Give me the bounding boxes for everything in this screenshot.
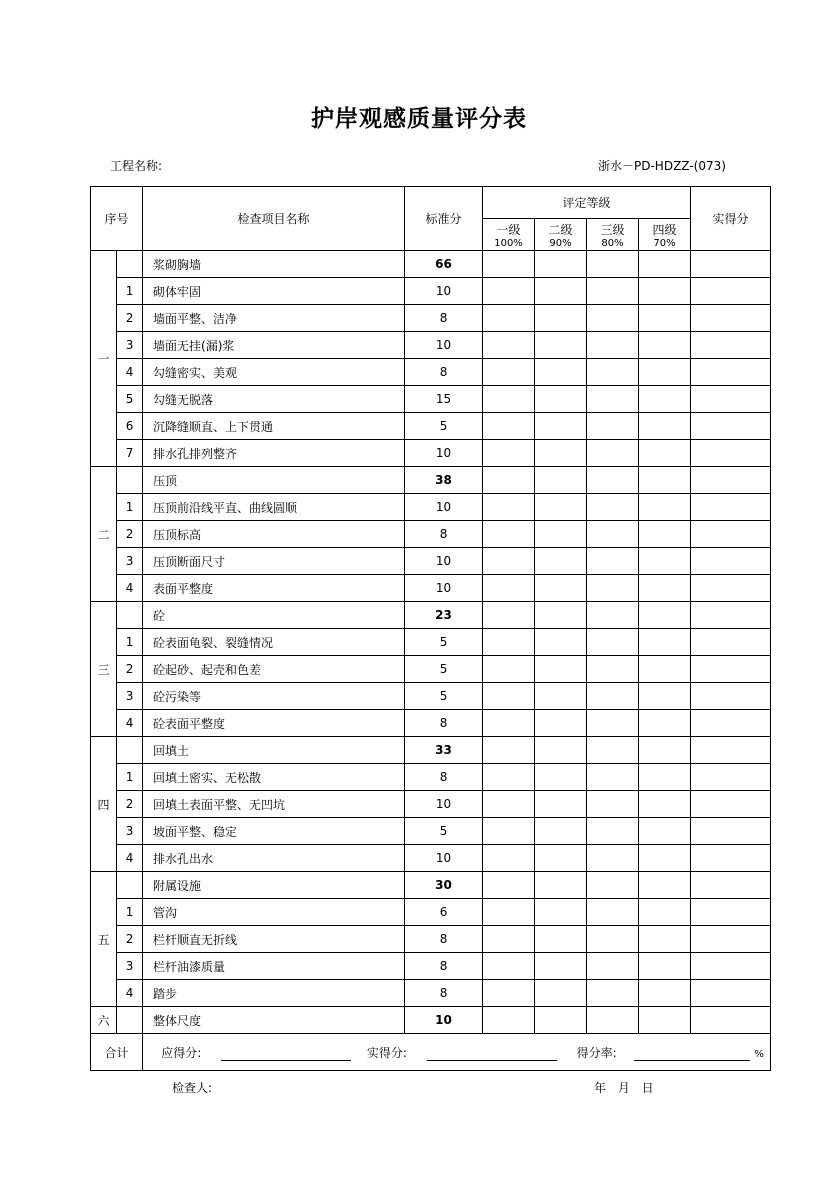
item-row [91, 359, 771, 386]
grade2-cell[interactable] [535, 440, 587, 467]
grade4-cell[interactable] [639, 791, 691, 818]
item-row [91, 899, 771, 926]
grade2-cell[interactable] [535, 953, 587, 980]
item-row [91, 629, 771, 656]
form-code: 浙水－PD-HDZZ-(073) [598, 159, 726, 173]
section-name: 回填土 [143, 737, 405, 764]
item-name: 砼表面龟裂、裂缝情况 [143, 629, 405, 656]
item-score: 5 [405, 413, 483, 440]
grade3-cell[interactable] [587, 386, 639, 413]
item-name: 排水孔出水 [143, 845, 405, 872]
item-row [91, 845, 771, 872]
item-score: 10 [405, 548, 483, 575]
grade2-cell[interactable] [535, 575, 587, 602]
item-score: 10 [405, 791, 483, 818]
actual-score-cell[interactable] [691, 710, 771, 737]
item-score: 8 [405, 305, 483, 332]
actual-score-cell[interactable] [691, 575, 771, 602]
section-name: 砼 [143, 602, 405, 629]
actual-score-cell[interactable] [691, 899, 771, 926]
item-number [117, 1007, 143, 1034]
actual-score-cell[interactable] [691, 683, 771, 710]
section-name: 附属设施 [143, 872, 405, 899]
grade1-cell[interactable] [483, 305, 535, 332]
actual-score-cell[interactable] [691, 764, 771, 791]
grade1-cell[interactable] [483, 602, 535, 629]
grade2-cell[interactable] [535, 386, 587, 413]
item-name: 排水孔排列整齐 [143, 440, 405, 467]
section-number: 四 [91, 737, 117, 872]
grade4-cell[interactable] [639, 899, 691, 926]
grade1-cell[interactable] [483, 899, 535, 926]
grade4-cell[interactable] [639, 278, 691, 305]
item-row [91, 953, 771, 980]
item-name: 勾缝密实、美观 [143, 359, 405, 386]
grade4-cell[interactable] [639, 440, 691, 467]
grade2-cell[interactable] [535, 845, 587, 872]
item-score: 8 [405, 926, 483, 953]
grade4-cell[interactable] [639, 980, 691, 1007]
item-score: 5 [405, 818, 483, 845]
item-score: 10 [405, 845, 483, 872]
actual-score-cell[interactable] [691, 548, 771, 575]
grade3-cell[interactable] [587, 1007, 639, 1034]
grade1-cell[interactable] [483, 251, 535, 278]
item-row [91, 278, 771, 305]
actual-score-cell[interactable] [691, 359, 771, 386]
grade3-cell[interactable] [587, 737, 639, 764]
item-row [91, 575, 771, 602]
grade2-cell[interactable] [535, 521, 587, 548]
grade2-cell[interactable] [535, 656, 587, 683]
rate-blank[interactable] [634, 1048, 750, 1061]
item-score: 10 [405, 575, 483, 602]
item-score: 5 [405, 656, 483, 683]
section-name: 压顶 [143, 467, 405, 494]
percent-sign: % [754, 1048, 764, 1060]
item-name: 栏杆油漆质量 [143, 953, 405, 980]
grade4-cell[interactable] [639, 575, 691, 602]
grade1-cell[interactable] [483, 440, 535, 467]
actual-score-cell[interactable] [691, 926, 771, 953]
actual-score-cell[interactable] [691, 467, 771, 494]
grade3-cell[interactable] [587, 953, 639, 980]
item-number [117, 602, 143, 629]
actual-score-cell[interactable] [691, 845, 771, 872]
grade4-cell[interactable] [639, 953, 691, 980]
should-score-blank[interactable] [221, 1048, 351, 1061]
item-name: 表面平整度 [143, 575, 405, 602]
grade3-cell[interactable] [587, 899, 639, 926]
grade3-cell[interactable] [587, 494, 639, 521]
item-name: 压顶前沿线平直、曲线圆顺 [143, 494, 405, 521]
grade3-cell[interactable] [587, 467, 639, 494]
project-name-label: 工程名称: [110, 159, 163, 173]
grade1-cell[interactable] [483, 926, 535, 953]
item-name: 管沟 [143, 899, 405, 926]
section-score: 10 [405, 1007, 483, 1034]
item-score: 10 [405, 278, 483, 305]
grade3-cell[interactable] [587, 548, 639, 575]
grade3-cell[interactable] [587, 359, 639, 386]
item-number [117, 872, 143, 899]
item-row [91, 683, 771, 710]
grade1-cell[interactable] [483, 683, 535, 710]
section-number: 六 [91, 1007, 117, 1034]
grade2-cell[interactable] [535, 899, 587, 926]
item-name: 砼起砂、起壳和色差 [143, 656, 405, 683]
header-grade2: 二级 90% [535, 219, 587, 251]
item-number: 2 [117, 656, 143, 683]
grade1-cell[interactable] [483, 494, 535, 521]
grade3-cell[interactable] [587, 683, 639, 710]
total-label: 合计 [91, 1034, 143, 1071]
grade4-cell[interactable] [639, 521, 691, 548]
header-grade-group: 评定等级 [483, 187, 691, 219]
grade1-cell[interactable] [483, 278, 535, 305]
item-number: 3 [117, 818, 143, 845]
grade2-cell[interactable] [535, 683, 587, 710]
grade2-cell[interactable] [535, 251, 587, 278]
item-number [117, 737, 143, 764]
grade4-cell[interactable] [639, 926, 691, 953]
grade2-cell[interactable] [535, 548, 587, 575]
item-score: 10 [405, 494, 483, 521]
actual-score-cell[interactable] [691, 602, 771, 629]
actual-score-cell[interactable] [691, 251, 771, 278]
item-name: 砌体牢固 [143, 278, 405, 305]
actual-score-cell[interactable] [691, 305, 771, 332]
item-name: 墙面平整、洁净 [143, 305, 405, 332]
item-name: 压顶断面尺寸 [143, 548, 405, 575]
item-row [91, 791, 771, 818]
section-row [91, 872, 771, 899]
actual-score-cell[interactable] [691, 494, 771, 521]
grade4-cell[interactable] [639, 1007, 691, 1034]
grade3-cell[interactable] [587, 602, 639, 629]
grade2-cell[interactable] [535, 872, 587, 899]
item-number: 2 [117, 791, 143, 818]
grade2-cell[interactable] [535, 980, 587, 1007]
grade1-cell[interactable] [483, 737, 535, 764]
grade3-cell[interactable] [587, 926, 639, 953]
rate-label: 得分率: [576, 1045, 617, 1060]
item-number: 1 [117, 764, 143, 791]
item-number: 3 [117, 953, 143, 980]
actual-score-cell[interactable] [691, 413, 771, 440]
actual-score-cell[interactable] [691, 980, 771, 1007]
grade3-cell[interactable] [587, 521, 639, 548]
item-number: 1 [117, 494, 143, 521]
grade3-cell[interactable] [587, 980, 639, 1007]
actual-score-label: 实得分: [366, 1045, 407, 1060]
actual-score-cell[interactable] [691, 278, 771, 305]
grade1-cell[interactable] [483, 791, 535, 818]
section-number: 二 [91, 467, 117, 602]
item-score: 5 [405, 683, 483, 710]
actual-score-cell[interactable] [691, 521, 771, 548]
item-number: 4 [117, 845, 143, 872]
actual-score-cell[interactable] [691, 440, 771, 467]
section-row [91, 1007, 771, 1034]
grade1-cell[interactable] [483, 764, 535, 791]
item-row [91, 926, 771, 953]
item-name: 勾缝无脱落 [143, 386, 405, 413]
section-number: 五 [91, 872, 117, 1007]
actual-score-cell[interactable] [691, 1007, 771, 1034]
section-name: 浆砌胸墙 [143, 251, 405, 278]
grade4-cell[interactable] [639, 602, 691, 629]
grade1-cell[interactable] [483, 467, 535, 494]
item-row [91, 548, 771, 575]
grade3-cell[interactable] [587, 791, 639, 818]
grade4-cell[interactable] [639, 764, 691, 791]
grade4-cell[interactable] [639, 386, 691, 413]
item-number: 6 [117, 413, 143, 440]
grade1-cell[interactable] [483, 521, 535, 548]
grade4-cell[interactable] [639, 872, 691, 899]
grade2-cell[interactable] [535, 629, 587, 656]
item-number: 5 [117, 386, 143, 413]
grade3-cell[interactable] [587, 764, 639, 791]
grade4-cell[interactable] [639, 467, 691, 494]
item-score: 8 [405, 521, 483, 548]
item-number: 4 [117, 575, 143, 602]
item-number: 3 [117, 683, 143, 710]
total-fields [143, 1034, 771, 1071]
form-title: 护岸观感质量评分表 [311, 106, 527, 132]
section-score: 30 [405, 872, 483, 899]
item-number: 4 [117, 980, 143, 1007]
grade2-cell[interactable] [535, 278, 587, 305]
item-number: 3 [117, 548, 143, 575]
header-actual: 实得分 [691, 187, 771, 251]
grade2-cell[interactable] [535, 413, 587, 440]
item-number: 1 [117, 629, 143, 656]
grade1-cell[interactable] [483, 386, 535, 413]
item-row [91, 386, 771, 413]
grade3-cell[interactable] [587, 872, 639, 899]
actual-score-cell[interactable] [691, 737, 771, 764]
item-name: 砼污染等 [143, 683, 405, 710]
actual-score-cell[interactable] [691, 791, 771, 818]
grade2-cell[interactable] [535, 305, 587, 332]
header-item: 检查项目名称 [143, 187, 405, 251]
grade1-cell[interactable] [483, 818, 535, 845]
item-name: 沉降缝顺直、上下贯通 [143, 413, 405, 440]
grade1-cell[interactable] [483, 413, 535, 440]
grade2-cell[interactable] [535, 332, 587, 359]
item-number: 2 [117, 926, 143, 953]
section-name: 整体尺度 [143, 1007, 405, 1034]
grade4-cell[interactable] [639, 305, 691, 332]
grade1-cell[interactable] [483, 980, 535, 1007]
grade4-cell[interactable] [639, 737, 691, 764]
grade4-cell[interactable] [639, 494, 691, 521]
header-standard: 标准分 [405, 187, 483, 251]
grade1-cell[interactable] [483, 710, 535, 737]
item-name: 砼表面平整度 [143, 710, 405, 737]
section-row [91, 251, 771, 278]
grade3-cell[interactable] [587, 710, 639, 737]
item-name: 栏杆顺直无折线 [143, 926, 405, 953]
item-name: 坡面平整、稳定 [143, 818, 405, 845]
grade4-cell[interactable] [639, 359, 691, 386]
item-row [91, 764, 771, 791]
grade1-cell[interactable] [483, 845, 535, 872]
grade4-cell[interactable] [639, 548, 691, 575]
grade2-cell[interactable] [535, 818, 587, 845]
grade1-cell[interactable] [483, 1007, 535, 1034]
item-number: 2 [117, 305, 143, 332]
header-seq: 序号 [91, 187, 143, 251]
item-number: 4 [117, 710, 143, 737]
item-number: 4 [117, 359, 143, 386]
grade2-cell[interactable] [535, 926, 587, 953]
grade3-cell[interactable] [587, 845, 639, 872]
grade1-cell[interactable] [483, 872, 535, 899]
grade3-cell[interactable] [587, 575, 639, 602]
item-name: 踏步 [143, 980, 405, 1007]
item-name: 回填土密实、无松散 [143, 764, 405, 791]
item-row [91, 818, 771, 845]
grade1-cell[interactable] [483, 953, 535, 980]
should-score-label: 应得分: [161, 1045, 202, 1060]
item-score: 8 [405, 764, 483, 791]
grade3-cell[interactable] [587, 413, 639, 440]
grade3-cell[interactable] [587, 818, 639, 845]
grade2-cell[interactable] [535, 737, 587, 764]
item-row [91, 980, 771, 1007]
section-score: 38 [405, 467, 483, 494]
item-row [91, 494, 771, 521]
header-grade3: 三级 80% [587, 219, 639, 251]
grade1-cell[interactable] [483, 359, 535, 386]
item-name: 压顶标高 [143, 521, 405, 548]
grade4-cell[interactable] [639, 413, 691, 440]
grade2-cell[interactable] [535, 710, 587, 737]
grade1-cell[interactable] [483, 629, 535, 656]
section-score: 66 [405, 251, 483, 278]
actual-score-cell[interactable] [691, 953, 771, 980]
grade2-cell[interactable] [535, 494, 587, 521]
actual-score-blank[interactable] [427, 1048, 557, 1061]
header-grade4: 四级 70% [639, 219, 691, 251]
item-score: 6 [405, 899, 483, 926]
item-number [117, 467, 143, 494]
grade4-cell[interactable] [639, 332, 691, 359]
grade1-cell[interactable] [483, 548, 535, 575]
grade2-cell[interactable] [535, 791, 587, 818]
actual-score-cell[interactable] [691, 818, 771, 845]
item-row [91, 521, 771, 548]
actual-score-cell[interactable] [691, 872, 771, 899]
grade4-cell[interactable] [639, 656, 691, 683]
grade3-cell[interactable] [587, 332, 639, 359]
grade3-cell[interactable] [587, 629, 639, 656]
grade2-cell[interactable] [535, 602, 587, 629]
grade2-cell[interactable] [535, 359, 587, 386]
item-name: 回填土表面平整、无凹坑 [143, 791, 405, 818]
item-row [91, 710, 771, 737]
grade1-cell[interactable] [483, 656, 535, 683]
item-number: 1 [117, 278, 143, 305]
header-grade1: 一级 100% [483, 219, 535, 251]
item-score: 5 [405, 629, 483, 656]
item-score: 8 [405, 953, 483, 980]
section-number: 三 [91, 602, 117, 737]
section-score: 33 [405, 737, 483, 764]
date-label: 年 月 日 [594, 1081, 654, 1095]
section-row [91, 737, 771, 764]
grade4-cell[interactable] [639, 818, 691, 845]
item-score: 8 [405, 359, 483, 386]
item-row [91, 656, 771, 683]
actual-score-cell[interactable] [691, 629, 771, 656]
grade1-cell[interactable] [483, 575, 535, 602]
section-row [91, 602, 771, 629]
item-score: 8 [405, 710, 483, 737]
grade3-cell[interactable] [587, 251, 639, 278]
item-row [91, 440, 771, 467]
item-score: 10 [405, 440, 483, 467]
actual-score-cell[interactable] [691, 656, 771, 683]
actual-score-cell[interactable] [691, 332, 771, 359]
item-score: 10 [405, 332, 483, 359]
grade4-cell[interactable] [639, 710, 691, 737]
section-row [91, 467, 771, 494]
grade3-cell[interactable] [587, 440, 639, 467]
item-number: 1 [117, 899, 143, 926]
inspector-label: 检查人: [172, 1081, 213, 1095]
grade4-cell[interactable] [639, 251, 691, 278]
grade1-cell[interactable] [483, 332, 535, 359]
item-score: 8 [405, 980, 483, 1007]
grade4-cell[interactable] [639, 629, 691, 656]
item-number: 3 [117, 332, 143, 359]
actual-score-cell[interactable] [691, 386, 771, 413]
item-number: 2 [117, 521, 143, 548]
item-score: 15 [405, 386, 483, 413]
grade4-cell[interactable] [639, 683, 691, 710]
item-name: 墙面无挂(漏)浆 [143, 332, 405, 359]
grade2-cell[interactable] [535, 467, 587, 494]
item-number: 7 [117, 440, 143, 467]
grade2-cell[interactable] [535, 1007, 587, 1034]
item-row [91, 413, 771, 440]
item-row [91, 305, 771, 332]
item-number [117, 251, 143, 278]
score-table [90, 186, 771, 1071]
grade4-cell[interactable] [639, 845, 691, 872]
grade3-cell[interactable] [587, 305, 639, 332]
section-score: 23 [405, 602, 483, 629]
grade2-cell[interactable] [535, 764, 587, 791]
grade3-cell[interactable] [587, 278, 639, 305]
section-number: 一 [91, 251, 117, 467]
item-row [91, 332, 771, 359]
grade3-cell[interactable] [587, 656, 639, 683]
